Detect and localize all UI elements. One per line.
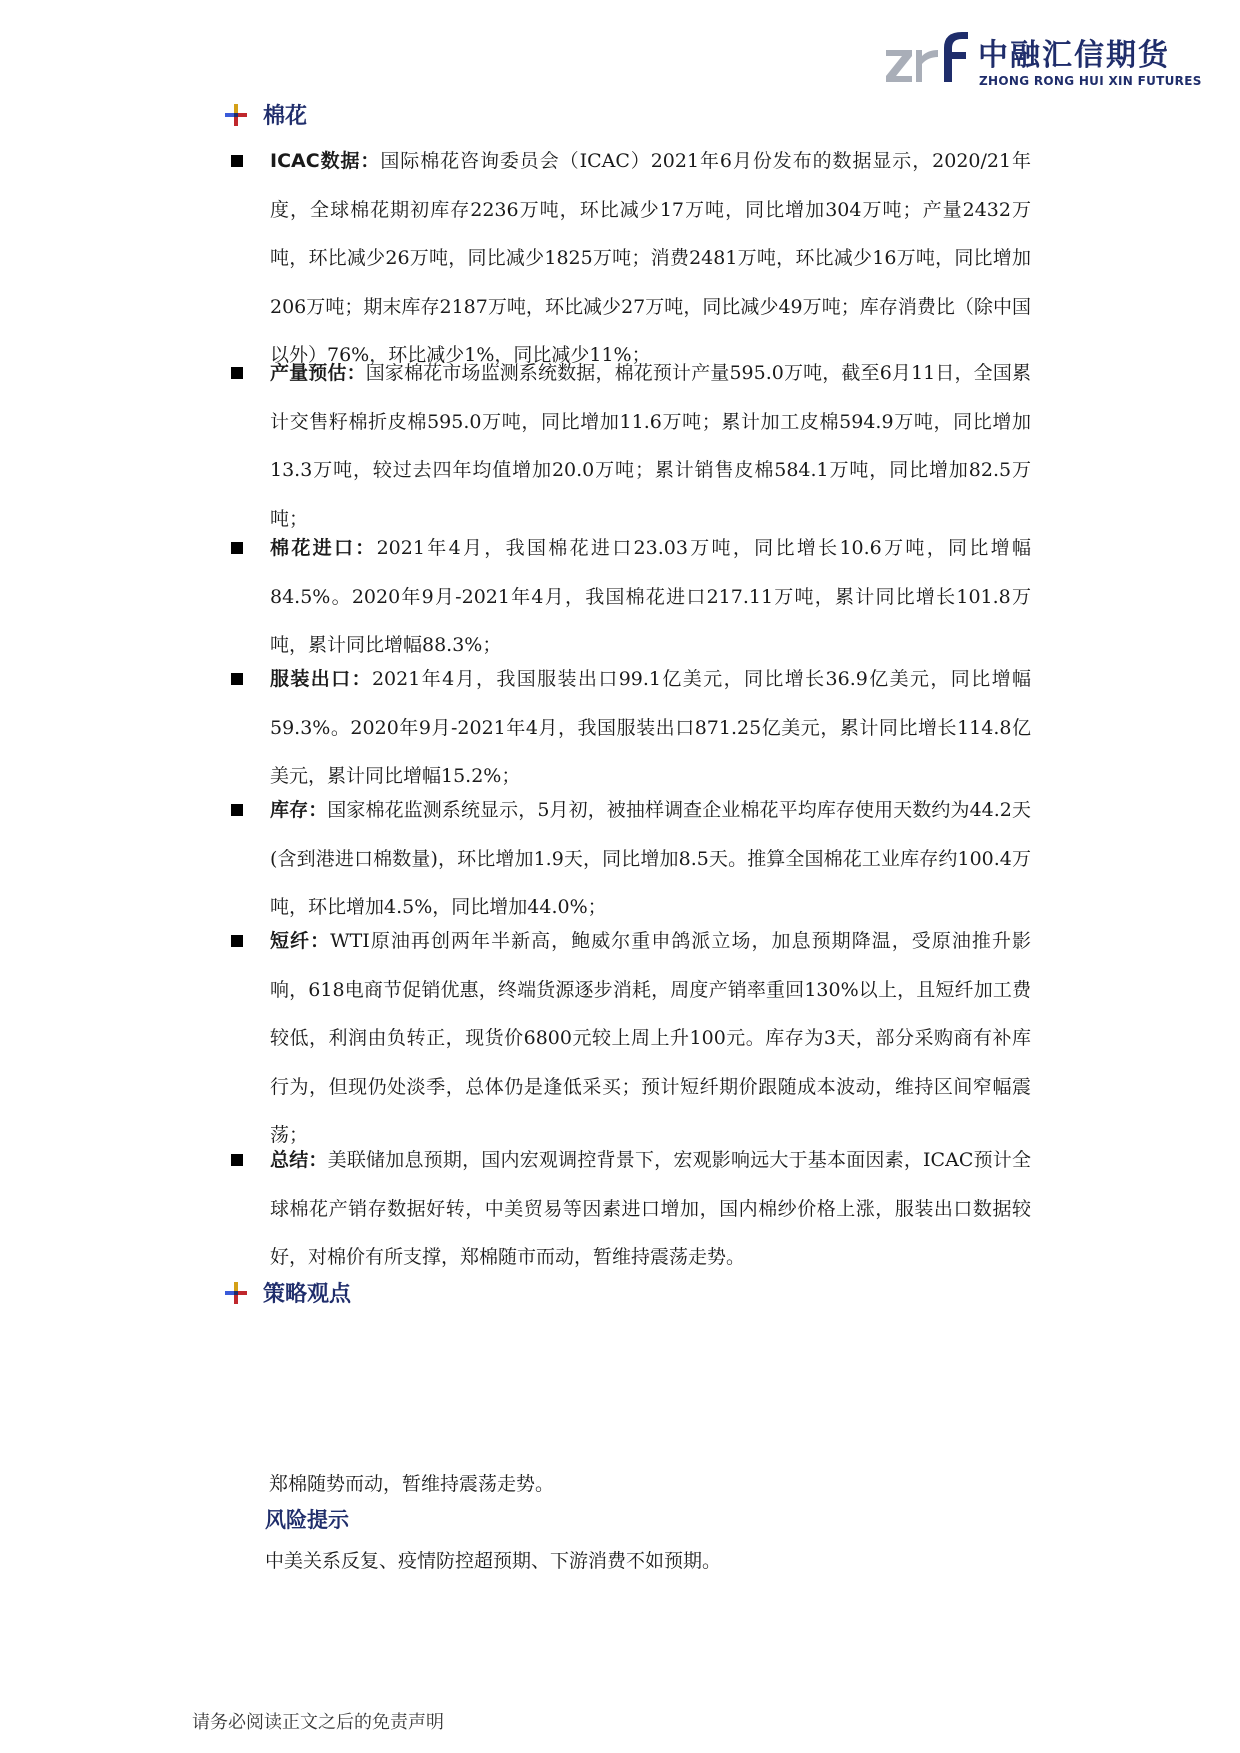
list-item-staple-fiber (231, 917, 1031, 1160)
risk-text: 中美关系反复、疫情防控超预期、下游消费不如预期。 (265, 1550, 722, 1572)
footer-disclaimer: 请务必阅读正文之后的免责声明 (192, 1712, 444, 1733)
item-label: 服装出口： (270, 668, 372, 690)
risk-title: 风险提示 (265, 1508, 349, 1532)
zrf-logo-mark (882, 26, 970, 92)
list-item-import (231, 524, 1031, 670)
item-label: 棉花进口： (270, 537, 377, 559)
section-heading-cotton (225, 99, 307, 130)
list-item-icac (231, 137, 1031, 380)
item-text: 美联储加息预期，国内宏观调控背景下，宏观影响远大于基本面因素，ICAC预计全球棉花产销存数据好转，中美贸易等因素进口增加，国内棉纱价格上涨，服装出口数据较好，对棉价有所支撑，郑棉随市而动，暂维持震荡走势。 (270, 1149, 1031, 1268)
square-bullet-icon (231, 367, 243, 379)
item-label: 库存： (270, 799, 328, 821)
list-item-production (231, 349, 1031, 543)
item-label: 总结： (270, 1149, 328, 1171)
square-bullet-icon (231, 673, 243, 685)
section-marker-icon (225, 104, 247, 126)
square-bullet-icon (231, 542, 243, 554)
section-title: 策略观点 (263, 1282, 352, 1307)
item-text: 国家棉花监测系统显示，5月初，被抽样调查企业棉花平均库存使用天数约为44.2天(含到港进口棉数量)，环比增加1.9天，同比增加8.5天。推算全国棉花工业库存约100.4万吨，环比增加4.5%，同比增加44.0%； (270, 799, 1031, 918)
list-item-summary (231, 1136, 1031, 1282)
item-text: WTI原油再创两年半新高，鲍威尔重申鸽派立场，加息预期降温，受原油推升影响，618电商节促销优惠，终端货源逐步消耗，周度产销率重回130%以上，且短纤加工费较低，利润由负转正，现货价6800元较上周上升100元。库存为3天，部分采购商有补库行为，但现仍处淡季，总体仍是逢低采买；预计短纤期价跟随成本波动，维持区间窄幅震荡； (270, 930, 1031, 1146)
section-heading-strategy (225, 1277, 351, 1308)
item-text: 国际棉花咨询委员会（ICAC）2021年6月份发布的数据显示，2020/21年度，全球棉花期初库存2236万吨，环比减少17万吨，同比增加304万吨；产量2432万吨，环比减少26万吨，同比减少1825万吨；消费2481万吨，环比减少16万吨，同比增加206万吨；期末库存2187万吨，环比减少27万吨，同比减少49万吨；库存消费比（除中国以外）76%，环比减少1%，同比减少11%； (270, 150, 1031, 366)
item-label: 短纤： (270, 930, 331, 952)
list-item-apparel-export (231, 655, 1031, 801)
item-text: 2021年4月，我国服装出口99.1亿美元，同比增长36.9亿美元，同比增幅59.3%。2020年9月-2021年4月，我国服装出口871.25亿美元，累计同比增长114.8亿美元，累计同比增幅15.2%； (270, 668, 1031, 787)
strategy-text: 郑棉随势而动，暂维持震荡走势。 (269, 1473, 555, 1495)
section-title: 棉花 (263, 104, 308, 129)
square-bullet-icon (231, 155, 243, 167)
square-bullet-icon (231, 935, 243, 947)
section-marker-icon (225, 1282, 247, 1304)
item-text: 2021年4月，我国棉花进口23.03万吨，同比增长10.6万吨，同比增幅84.5%。2020年9月-2021年4月，我国棉花进口217.11万吨，累计同比增长101.8万吨，累计同比增幅88.3%； (270, 537, 1031, 656)
item-text: 国家棉花市场监测系统数据，棉花预计产量595.0万吨，截至6月11日，全国累计交售籽棉折皮棉595.0万吨，同比增加11.6万吨；累计加工皮棉594.9万吨，同比增加13.3万吨，较过去四年均值增加20.0万吨；累计销售皮棉584.1万吨，同比增加82.5万吨； (270, 362, 1031, 530)
logo-chinese-name: 中融汇信期货 (978, 38, 1170, 73)
list-item-inventory (231, 786, 1031, 932)
square-bullet-icon (231, 1154, 243, 1166)
square-bullet-icon (231, 804, 243, 816)
logo-english-name: ZHONG RONG HUI XIN FUTURES (979, 74, 1202, 88)
company-logo (882, 26, 1202, 92)
item-label: ICAC数据： (270, 150, 381, 172)
item-label: 产量预估： (270, 362, 366, 384)
